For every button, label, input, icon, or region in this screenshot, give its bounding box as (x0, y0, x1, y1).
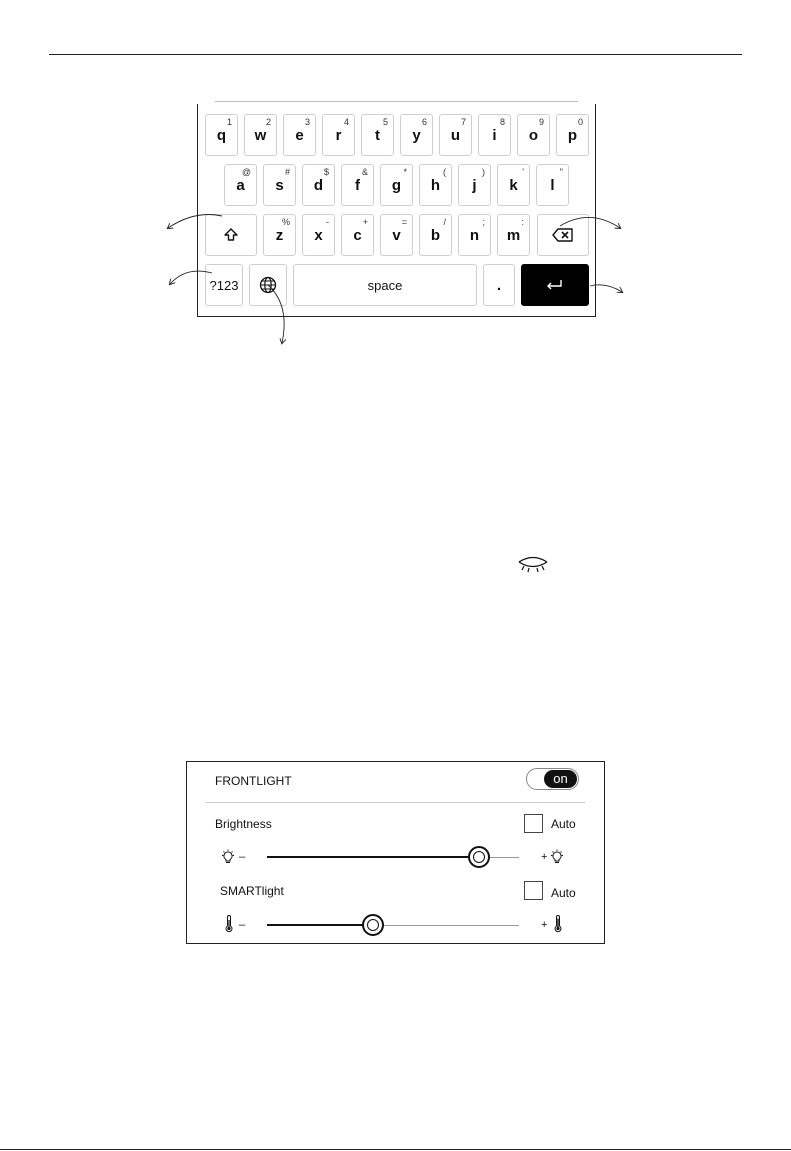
key-w[interactable] (244, 114, 277, 156)
key-letter: b (430, 226, 441, 244)
key-letter: r (335, 126, 342, 144)
key-secondary-char: - (326, 217, 329, 227)
globe-icon (259, 276, 277, 294)
key-f[interactable] (341, 164, 374, 206)
key-letter: v (392, 226, 401, 244)
key-secondary-char: 7 (460, 117, 466, 127)
key-letter: z (275, 226, 284, 244)
brightness-auto-checkbox[interactable] (524, 814, 543, 833)
key-letter: p (567, 126, 578, 144)
key-m[interactable] (497, 214, 530, 256)
key-letter: a (236, 176, 245, 194)
thermometer-cold-icon (224, 915, 234, 933)
key-p[interactable] (556, 114, 589, 156)
frontlight-panel (186, 761, 605, 944)
key-letter: f (355, 176, 360, 194)
backspace-icon (552, 228, 574, 242)
brightness-low-icon (221, 849, 235, 865)
key-secondary-char: 2 (265, 117, 271, 127)
top-rule (49, 54, 742, 55)
key-letter: e (295, 126, 304, 144)
brightness-minus: – (239, 851, 246, 863)
key-z[interactable] (263, 214, 296, 256)
brightness-slider-fill (267, 856, 479, 858)
frontlight-title: FRONTLIGHT (215, 774, 292, 788)
key-letter: w (254, 126, 267, 144)
key-secondary-char: ( (443, 167, 446, 177)
key-secondary-char: ; (482, 217, 485, 227)
key-secondary-char: 1 (226, 117, 232, 127)
key-t[interactable] (361, 114, 394, 156)
frontlight-toggle[interactable] (526, 768, 579, 790)
key-secondary-char: & (361, 167, 368, 177)
key-secondary-char: 4 (343, 117, 349, 127)
key-letter: g (391, 176, 402, 194)
symbols-key-label: ?123 (209, 277, 239, 293)
space-key-label: space (367, 277, 403, 293)
key-letter: t (375, 126, 380, 144)
key-y[interactable] (400, 114, 433, 156)
key-letter: d (313, 176, 324, 194)
key-secondary-char: 9 (538, 117, 544, 127)
smartlight-auto-checkbox[interactable] (524, 881, 543, 900)
key-secondary-char: ' (522, 167, 524, 177)
frontlight-toggle-knob: on (544, 770, 577, 788)
smartlight-plus: + (541, 919, 548, 931)
bottom-rule (0, 1149, 791, 1150)
key-secondary-char: # (284, 167, 290, 177)
smartlight-slider-fill (267, 924, 373, 926)
key-b[interactable] (419, 214, 452, 256)
key-letter: h (430, 176, 441, 194)
brightness-auto-label: Auto (551, 817, 576, 831)
key-secondary-char: * (403, 167, 407, 177)
key-letter: s (275, 176, 284, 194)
key-secondary-char: " (559, 167, 563, 177)
key-h[interactable] (419, 164, 452, 206)
key-secondary-char: 3 (304, 117, 310, 127)
key-secondary-char: 6 (421, 117, 427, 127)
key-letter: l (550, 176, 555, 194)
key-s[interactable] (263, 164, 296, 206)
key-secondary-char: % (281, 217, 290, 227)
key-a[interactable] (224, 164, 257, 206)
period-key-label: . (496, 276, 502, 294)
key-d[interactable] (302, 164, 335, 206)
key-letter: x (314, 226, 323, 244)
key-letter: y (412, 126, 421, 144)
space-key[interactable] (293, 264, 477, 306)
key-v[interactable] (380, 214, 413, 256)
key-letter: j (472, 176, 477, 194)
period-key[interactable] (483, 264, 515, 306)
smartlight-label: SMARTlight (220, 884, 284, 898)
brightness-slider-thumb[interactable] (468, 846, 490, 868)
smartlight-minus: – (239, 919, 246, 931)
key-o[interactable] (517, 114, 550, 156)
key-secondary-char: @ (241, 167, 251, 177)
key-r[interactable] (322, 114, 355, 156)
key-j[interactable] (458, 164, 491, 206)
key-secondary-char: / (443, 217, 446, 227)
brightness-label: Brightness (215, 817, 272, 831)
key-e[interactable] (283, 114, 316, 156)
key-letter: m (506, 226, 521, 244)
key-g[interactable] (380, 164, 413, 206)
key-secondary-char: + (362, 217, 368, 227)
enter-key[interactable] (521, 264, 589, 306)
backspace-key[interactable] (537, 214, 589, 256)
key-u[interactable] (439, 114, 472, 156)
key-k[interactable] (497, 164, 530, 206)
key-letter: q (216, 126, 227, 144)
key-letter: u (450, 126, 461, 144)
smartlight-auto-label: Auto (551, 886, 576, 900)
key-secondary-char: ) (482, 167, 485, 177)
key-secondary-char: = (401, 217, 407, 227)
key-q[interactable] (205, 114, 238, 156)
eye-closed-icon (517, 555, 549, 573)
key-secondary-char: 5 (382, 117, 388, 127)
smartlight-slider-thumb[interactable] (362, 914, 384, 936)
key-letter: o (528, 126, 539, 144)
symbols-key[interactable] (205, 264, 243, 306)
brightness-high-icon (550, 849, 564, 865)
key-c[interactable] (341, 214, 374, 256)
brightness-plus: + (541, 851, 548, 863)
thermometer-warm-icon (553, 915, 563, 933)
key-secondary-char: 0 (577, 117, 583, 127)
shift-arrow-icon (223, 227, 239, 243)
key-letter: c (353, 226, 362, 244)
key-x[interactable] (302, 214, 335, 256)
panel-divider (205, 802, 585, 803)
key-secondary-char: 8 (499, 117, 505, 127)
language-key[interactable] (249, 264, 287, 306)
key-n[interactable] (458, 214, 491, 256)
key-i[interactable] (478, 114, 511, 156)
key-letter: n (469, 226, 480, 244)
key-secondary-char: : (521, 217, 524, 227)
key-letter: k (509, 176, 518, 194)
key-secondary-char: $ (323, 167, 329, 177)
key-l[interactable] (536, 164, 569, 206)
enter-return-icon (546, 279, 564, 291)
key-letter: i (492, 126, 497, 144)
input-underline (215, 101, 578, 102)
shift-key[interactable] (205, 214, 257, 256)
